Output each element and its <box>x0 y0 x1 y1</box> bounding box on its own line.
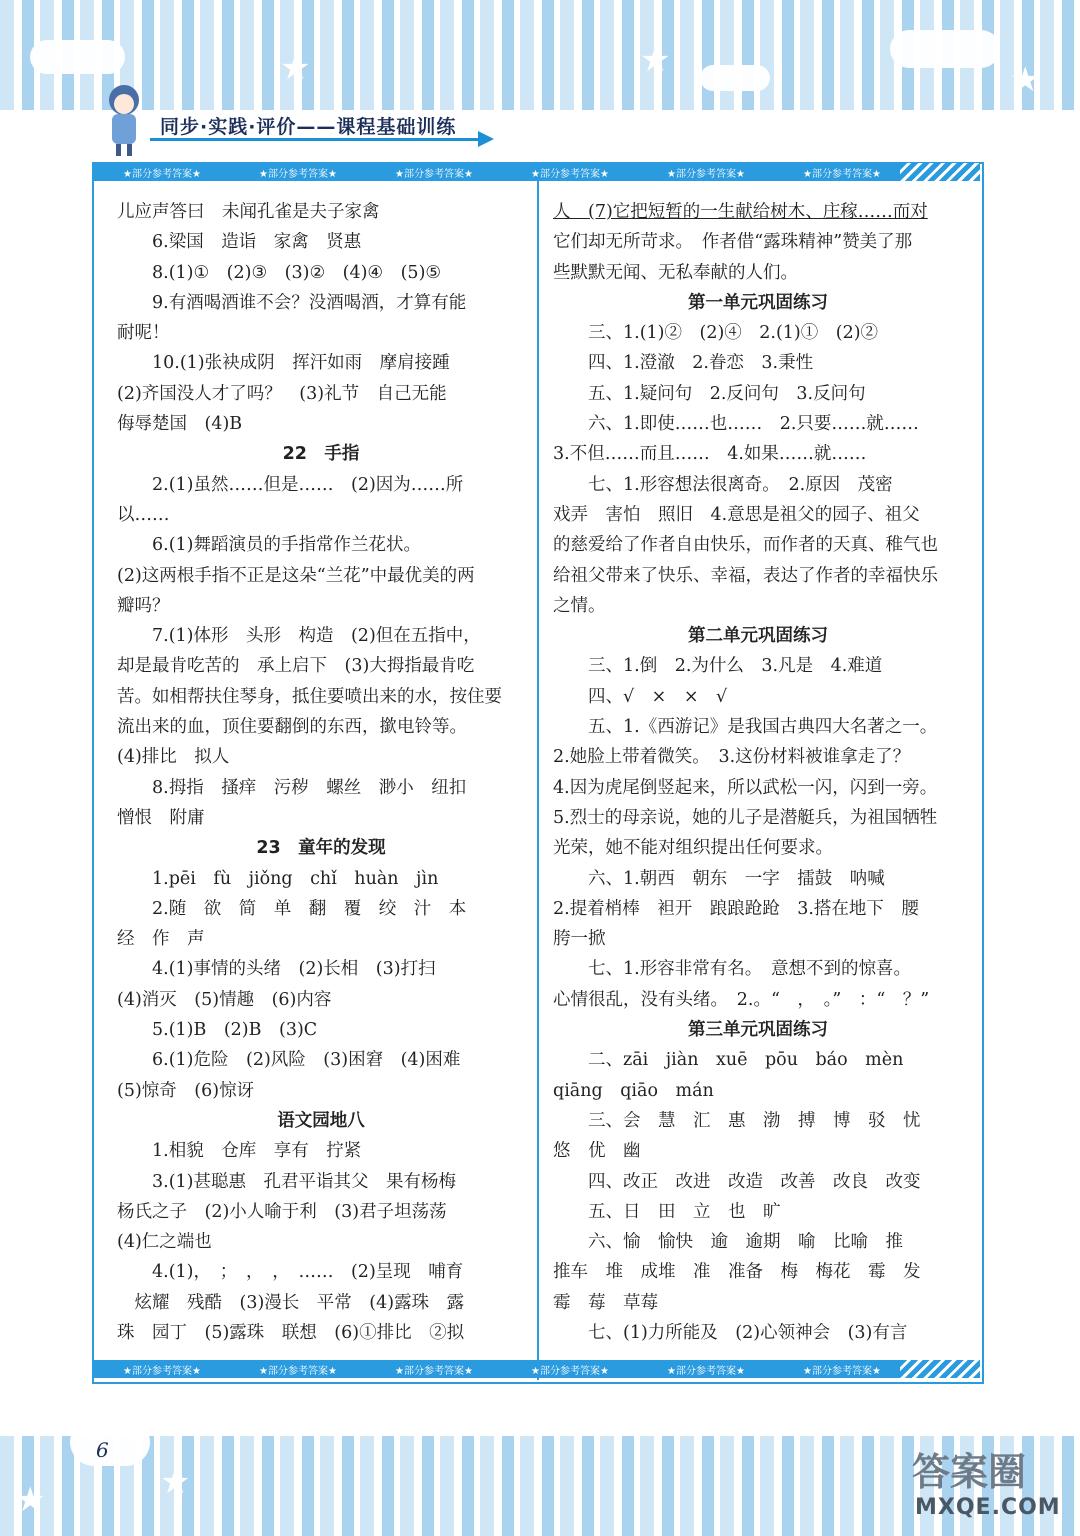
cloud-decoration <box>700 65 770 91</box>
strip-label: ★部分参考答案★ <box>123 1365 201 1377</box>
answer-line: 戏弄 害怕 照旧 4.意思是祖父的园子、祖父 <box>553 504 920 525</box>
strip-label: ★部分参考答案★ <box>803 1365 881 1377</box>
answer-line: 炫耀 残酷 (3)漫长 平常 (4)露珠 露 <box>117 1292 465 1313</box>
strip-label: ★部分参考答案★ <box>259 1365 337 1377</box>
answer-line: qiāng qiāo mán <box>553 1080 714 1101</box>
answer-line: 七、1.形容想法很离奇。 2.原因 茂密 <box>588 474 893 495</box>
strip-label: ★部分参考答案★ <box>395 168 473 180</box>
answer-line: 2.她脸上带着微笑。 3.这份材料被谁拿走了？ <box>553 747 911 768</box>
section-heading: 第二单元巩固练习 <box>688 626 828 647</box>
answer-line: 侮辱楚国 (4)B <box>117 414 243 435</box>
strip-label: ★部分参考答案★ <box>123 168 201 180</box>
header-title: 同步·实践·评价——课程基础训练 <box>160 116 457 138</box>
answer-line: 6.(1)舞蹈演员的手指常作兰花状。 <box>152 535 421 556</box>
page-number: 6 <box>96 1438 109 1462</box>
strip-label: ★部分参考答案★ <box>667 168 745 180</box>
answer-line: 1.pēi fù jiǒng chǐ huàn jìn <box>152 868 439 889</box>
section-heading: 23 童年的发现 <box>256 838 386 859</box>
section-heading: 第一单元巩固练习 <box>688 292 828 313</box>
answer-line: 1.相貌 仓库 享有 拧紧 <box>152 1141 362 1162</box>
star-icon: ★ <box>160 1462 191 1502</box>
answer-line: 流出来的血，顶住要翻倒的东西，撳电铃等。 <box>117 717 467 738</box>
answer-line: 三、1.(1)② (2)④ 2.(1)① (2)② <box>588 323 879 344</box>
answer-line: 瓣吗？ <box>117 595 170 616</box>
answer-line: 3.不但……而且…… 4.如果……就…… <box>553 444 867 465</box>
answer-line: 憎恨 附庸 <box>117 807 205 828</box>
watermark-logo-url: MXQE.COM <box>915 1495 1061 1520</box>
answer-line: 10.(1)张袂成阴 挥汗如雨 摩肩接踵 <box>152 353 450 374</box>
answer-line: 五、1.疑问句 2.反问句 3.反问句 <box>588 383 866 404</box>
answer-line: 胯一掀 <box>553 929 606 950</box>
star-icon: ★ <box>640 40 671 80</box>
section-heading: 语文园地八 <box>277 1110 365 1131</box>
answer-line: 耐呢！ <box>117 323 170 344</box>
answer-line: 六、愉 愉快 逾 逾期 喻 比喻 推 <box>588 1232 903 1253</box>
answer-line: 人 (7)它把短暂的一生献给树木、庄稼……而对 <box>553 202 928 222</box>
answer-line: 霉 莓 草莓 <box>553 1292 658 1313</box>
section-heading: 22 手指 <box>282 444 360 465</box>
answer-line: 它们却无所苛求。 作者借“露珠精神”赞美了那 <box>553 232 913 253</box>
answer-line: (4)仁之端也 <box>117 1232 212 1253</box>
answer-line: 些默默无闻、无私奉献的人们。 <box>553 262 798 283</box>
answer-line: 珠 园丁 (5)露珠 联想 (6)①排比 ②拟 <box>117 1322 465 1343</box>
arrow-icon <box>478 131 494 147</box>
answer-line: 8.(1)① (2)③ (3)② (4)④ (5)⑤ <box>152 262 442 283</box>
answer-line: 却是最肯吃苦的 承上启下 (3)大拇指最肯吃 <box>117 656 475 677</box>
answer-line: 以…… <box>117 504 170 525</box>
watermark-logo-cn: 答案圈 <box>912 1450 1027 1494</box>
cloud-decoration <box>70 1418 150 1466</box>
answer-line: 经 作 声 <box>117 929 205 950</box>
answer-line: (2)这两根手指不正是这朵“兰花”中最优美的两 <box>117 565 475 586</box>
answer-line: 四、1.澄澈 2.眷恋 3.秉性 <box>588 353 814 374</box>
strip-label: ★部分参考答案★ <box>667 1365 745 1377</box>
answer-line: 6.梁国 造诣 家禽 贤惠 <box>152 232 362 253</box>
answer-line: 4.(1)事情的头绪 (2)长相 (3)打扫 <box>152 959 436 980</box>
answer-line: 给祖父带来了快乐、幸福，表达了作者的幸福快乐 <box>553 565 938 586</box>
top-answer-strip <box>94 163 980 181</box>
answer-line: 2.(1)虽然……但是…… (2)因为……所 <box>152 474 464 495</box>
answer-line: 6.(1)危险 (2)风险 (3)困窘 (4)困难 <box>152 1050 461 1071</box>
answer-line: 5.(1)B (2)B (3)C <box>152 1020 318 1041</box>
strip-label: ★部分参考答案★ <box>803 168 881 180</box>
answer-line: 七、1.形容非常有名。 意想不到的惊喜。 <box>588 959 911 980</box>
hatch-decoration <box>900 1360 980 1378</box>
strip-label: ★部分参考答案★ <box>531 168 609 180</box>
strip-label: ★部分参考答案★ <box>259 168 337 180</box>
left-answer-column <box>117 197 525 1348</box>
answer-line: (4)排比 拟人 <box>117 747 230 768</box>
answer-line: 2.随 欲 简 单 翻 覆 绞 汁 本 <box>152 898 467 919</box>
cloud-decoration <box>890 30 1000 68</box>
answer-line: 儿应声答曰 未闻孔雀是夫子家禽 <box>117 202 380 222</box>
hatch-decoration <box>900 163 980 181</box>
answer-line: 四、√ × × √ <box>588 686 728 707</box>
answer-line: 七、(1)力所能及 (2)心领神会 (3)有言 <box>588 1322 908 1343</box>
answer-line: 三、会 慧 汇 惠 渤 搏 博 驳 忧 <box>588 1110 921 1131</box>
cloud-decoration <box>30 40 125 74</box>
strip-label: ★部分参考答案★ <box>395 1365 473 1377</box>
answer-line: 心情很乱，没有头绪。 2.。“ ， 。” ：“ ？” <box>553 989 930 1010</box>
answer-line: 杨氏之子 (2)小人喻于利 (3)君子坦荡荡 <box>117 1201 447 1222</box>
column-divider <box>537 162 539 1380</box>
answer-line: 7.(1)体形 头形 构造 (2)但在五指中， <box>152 626 481 647</box>
answer-line: 4.(1)， ； ， ， …… (2)呈现 哺育 <box>152 1262 464 1283</box>
header-underline <box>150 138 480 141</box>
answer-line: 的慈爱给了作者自由快乐，而作者的天真、稚气也 <box>553 535 938 556</box>
answer-line: 推车 堆 成堆 准 准备 梅 梅花 霉 发 <box>553 1262 921 1283</box>
answer-line: 五、日 田 立 也 旷 <box>588 1201 781 1222</box>
star-icon: ★ <box>280 48 311 88</box>
answer-line: 苦。如相帮扶住琴身，抵住要喷出来的水，按住要 <box>117 686 502 707</box>
answer-line: 8.拇指 搔痒 污秽 螺丝 渺小 纽扣 <box>152 777 467 798</box>
star-icon: ★ <box>1010 60 1041 100</box>
answer-line: 5.烈士的母亲说，她的儿子是潜艇兵，为祖国牺牲 <box>553 807 938 828</box>
answer-line: 之情。 <box>553 595 606 616</box>
section-heading: 第三单元巩固练习 <box>688 1020 828 1041</box>
answer-line: 3.(1)甚聪惠 孔君平诣其父 果有杨梅 <box>152 1171 456 1192</box>
bottom-answer-strip <box>94 1360 980 1378</box>
star-icon: ★ <box>15 1480 46 1520</box>
answer-line: 四、改正 改进 改造 改善 改良 改变 <box>588 1171 921 1192</box>
answer-line: 三、1.倒 2.为什么 3.凡是 4.难道 <box>588 656 883 677</box>
answer-line: 光荣，她不能对组织提出任何要求。 <box>553 838 833 859</box>
answer-line: (4)消灭 (5)情趣 (6)内容 <box>117 989 332 1010</box>
answer-line: 2.提着梢棒 袒开 踉踉跄跄 3.搭在地下 腰 <box>553 898 919 919</box>
answer-line: 4.因为虎尾倒竖起来，所以武松一闪，闪到一旁。 <box>553 777 938 798</box>
answer-line: 悠 优 幽 <box>553 1141 641 1162</box>
answer-line: 六、1.即使……也…… 2.只要……就…… <box>588 414 919 435</box>
mascot-girl-icon <box>98 80 150 160</box>
answer-line: 六、1.朝西 朝东 一字 擂鼓 呐喊 <box>588 868 885 889</box>
answer-line: 二、zāi jiàn xuē pōu báo mèn <box>588 1050 904 1071</box>
strip-label: ★部分参考答案★ <box>531 1365 609 1377</box>
answer-line: 五、1.《西游记》是我国古典四大名著之一。 <box>588 717 938 738</box>
right-answer-column <box>553 197 963 1348</box>
answer-line: (2)齐国没人才了吗？ (3)礼节 自己无能 <box>117 383 447 404</box>
answer-line: (5)惊奇 (6)惊讶 <box>117 1080 255 1101</box>
answer-line: 9.有酒喝酒谁不会？没酒喝酒，才算有能 <box>152 292 467 313</box>
